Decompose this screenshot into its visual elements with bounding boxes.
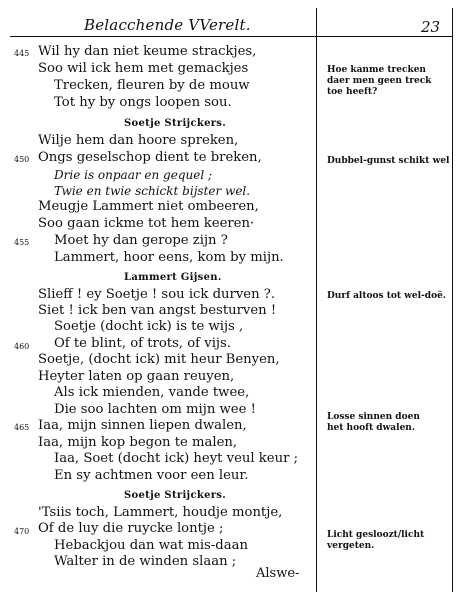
verse-line: Of de luy die ruycke lontje ; [38, 521, 224, 536]
line-number: 445 [14, 49, 30, 58]
speaker-heading: Soetje Strijckers. [124, 118, 227, 129]
marginal-note: Losse sinnen doen het hooft dwalen. [327, 412, 420, 433]
verse-line: Tot hy by ongs loopen sou. [54, 95, 232, 110]
verse-line: Iaa, mijn sinnen liepen dwalen, [38, 418, 247, 433]
speaker-heading: Lammert Gijsen. [124, 272, 222, 283]
marginal-note: Hoe kanme trecken daer men geen treck toe heeft? [327, 65, 432, 97]
marginal-note: Dubbel-gunst schikt wel [327, 156, 450, 166]
line-number: 455 [14, 238, 30, 247]
verse-line: Die soo lachten om mijn wee ! [54, 402, 256, 417]
verse-line: Moet hy dan gerope zijn ? [54, 233, 228, 248]
margin-divider [316, 8, 317, 592]
marginal-note: Licht gesloozt/licht vergeten. [327, 530, 425, 551]
header-rule [10, 36, 452, 37]
verse-line: Walter in de winden slaan ; [54, 554, 237, 569]
verse-line: Soetje, (docht ick) mit heur Benyen, [38, 352, 280, 367]
page-number: 23 [421, 18, 441, 36]
verse-line: Twie en twie schickt bijster wel. [54, 184, 251, 198]
speaker-heading: Soetje Strijckers. [124, 490, 227, 501]
verse-line: 'Tsiis toch, Lammert, houdje montje, [38, 505, 283, 520]
verse-line: Siet ! ick ben van angst besturven ! [38, 303, 277, 318]
line-number: 460 [14, 342, 30, 351]
verse-line: Meugje Lammert niet ombeeren, [38, 199, 259, 214]
verse-line: Als ick mienden, vande twee, [54, 385, 250, 400]
catchword: Alswe- [256, 566, 300, 581]
verse-line: Heyter laten op gaan reuyen, [38, 369, 235, 384]
verse-line: Soo gaan ickme tot hem keeren· [38, 216, 255, 231]
line-number: 450 [14, 155, 30, 164]
marginal-note: Durf altoos tot wel-doë. [327, 291, 446, 301]
right-border [452, 8, 453, 592]
verse-line: Hebackjou dan wat mis-daan [54, 538, 248, 553]
verse-line: Soetje (docht ick) is te wijs , [54, 319, 244, 334]
verse-line: Iaa, Soet (docht ick) heyt veul keur ; [54, 451, 299, 466]
verse-line: Soo wil ick hem met gemackjes [38, 61, 249, 76]
verse-line: Slieff ! ey Soetje ! sou ick durven ?. [38, 287, 276, 302]
verse-line: Wilje hem dan hoore spreken, [38, 133, 239, 148]
verse-line: Trecken, fleuren by de mouw [54, 78, 250, 93]
verse-line: Wil hy dan niet keume strackjes, [38, 44, 257, 59]
line-number: 465 [14, 423, 30, 432]
running-title: Belacchende VVerelt. [84, 16, 251, 34]
verse-line: Lammert, hoor eens, kom by mijn. [54, 250, 284, 265]
verse-line: Drie is onpaar en gequel ; [54, 168, 213, 182]
line-number: 470 [14, 527, 30, 536]
verse-line: En sy achtmen voor een leur. [54, 468, 249, 483]
verse-line: Ongs geselschop dient te breken, [38, 150, 262, 165]
verse-line: Iaa, mijn kop begon te malen, [38, 435, 238, 450]
verse-line: Of te blint, of trots, of vijs. [54, 336, 231, 351]
